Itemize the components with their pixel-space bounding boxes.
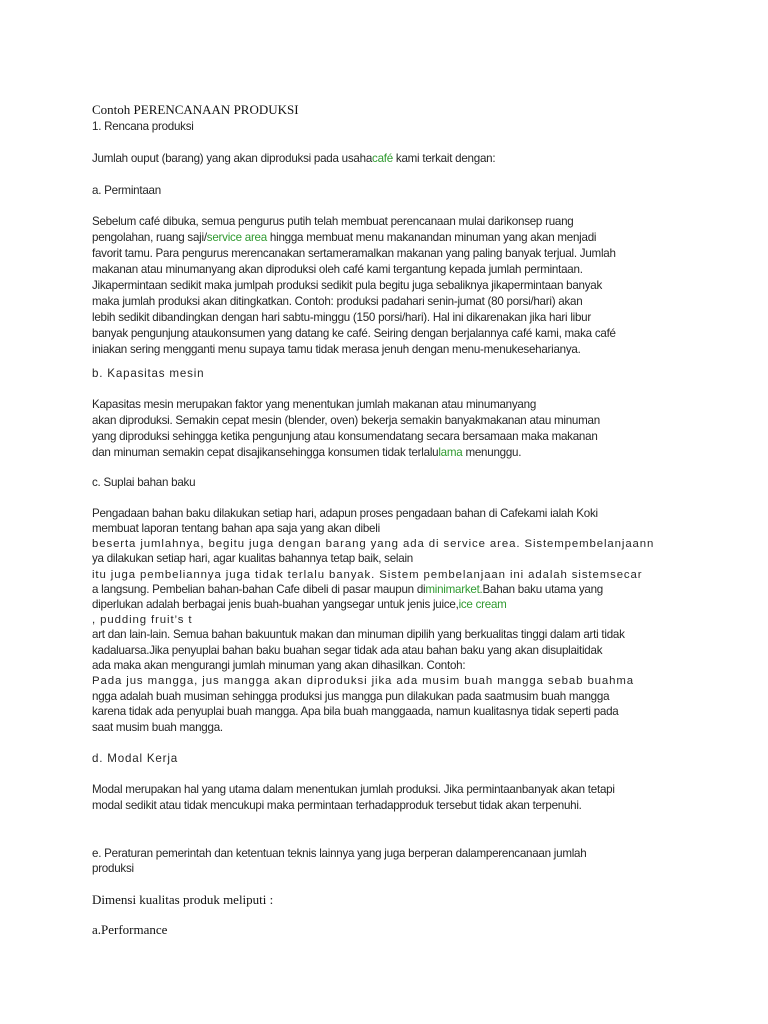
paragraph-line: banyak pengunjung ataukonsumen yang datang ke café. Seiring dengan berjalannya café kami, maka café	[92, 327, 616, 340]
subheading-modal-kerja: d. Modal Kerja	[92, 752, 178, 765]
paragraph-line: ngga adalah buah musiman sehingga produksi jus mangga pun dilakukan pada saatmusim buah mangga	[92, 690, 610, 703]
text: Bahan baku utama yang	[482, 583, 603, 596]
paragraph-line: Pada jus mangga, jus mangga akan diproduksi jika ada musim buah mangga sebab buahma	[92, 675, 635, 687]
text: hingga membuat menu makanandan minuman yang akan menjadi	[266, 231, 597, 244]
paragraph-line: Jikapermintaan sedikit maka jumlpah produksi sedikit pula begitu juga sebaliknya jikapermintaan banyak	[92, 279, 603, 292]
paragraph-line: Modal merupakan hal yang utama dalam menentukan jumlah produksi. Jika permintaanbanyak akan tetapi	[92, 783, 615, 796]
paragraph-line: makanan atau minumanyang akan diproduksi oleh café kami tergantung kepada jumlah permintaan.	[92, 263, 583, 276]
text: diperlukan adalah berbagai jenis buah-buahan yangsegar untuk jenis juice,	[92, 598, 459, 611]
highlighted-term: service area	[206, 231, 267, 244]
paragraph-line: membuat laporan tentang bahan apa saja yang akan dibeli	[92, 522, 380, 535]
paragraph-line	[92, 597, 507, 613]
paragraph-line: Sebelum café dibuka, semua pengurus putih telah membuat perencanaan mulai darikonsep ruang	[92, 215, 574, 228]
paragraph-line: kadaluarsa.Jika penyuplai bahan baku buahan segar tidak ada atau bahan baku yang akan disuplaitidak	[92, 644, 603, 657]
subheading-permintaan: a. Permintaan	[92, 184, 161, 197]
paragraph-line: yang diproduksi sehingga ketika pengunjung atau konsumendatang secara bersamaan maka makanan	[92, 430, 598, 443]
paragraph-line: ada maka akan mengurangi jumlah minuman yang akan dihasilkan. Contoh:	[92, 659, 466, 672]
text: menunggu.	[462, 446, 522, 459]
subheading-kapasitas-mesin: b. Kapasitas mesin	[92, 367, 205, 380]
highlighted-term: ice cream	[458, 598, 507, 611]
text: pengolahan, ruang saji/	[92, 231, 207, 244]
paragraph-line	[92, 230, 596, 246]
paragraph-line	[92, 582, 603, 598]
paragraph-line: favorit tamu. Para pengurus merencanakan sertameramalkan makanan yang paling banyak terjual. Jumlah	[92, 247, 616, 260]
paragraph-line	[92, 445, 521, 461]
paragraph-line: Pengadaan bahan baku dilakukan setiap hari, adapun proses pengadaan bahan di Cafekami ialah Koki	[92, 507, 598, 520]
paragraph-line: akan diproduksi. Semakin cepat mesin (blender, oven) bekerja semakin banyakmakanan atau minuman	[92, 414, 600, 427]
paragraph-line: beserta jumlahnya, begitu juga dengan barang yang ada di service area. Sistempembelanjaann	[92, 538, 655, 550]
paragraph-line: karena tidak ada penyuplai buah mangga. Apa bila buah manggaada, namun kualitasnya tidak seperti pada	[92, 705, 619, 718]
intro-line	[92, 151, 495, 167]
performance-heading: a.Performance	[92, 922, 168, 937]
highlighted-term: café	[372, 152, 393, 165]
paragraph-line: saat musim buah mangga.	[92, 721, 223, 734]
paragraph-line: itu juga pembeliannya juga tidak terlalu banyak. Sistem pembelanjaan ini adalah sistemsecar	[92, 569, 643, 581]
paragraph-line: iniakan sering mengganti menu supaya tamu tidak merasa jenuh dengan menu-menukeseharianya.	[92, 343, 581, 356]
dimensi-heading: Dimensi kualitas produk meliputi :	[92, 892, 274, 907]
text: kami terkait dengan:	[392, 152, 496, 165]
text: Jumlah ouput (barang) yang akan diproduksi pada usaha	[92, 152, 373, 165]
text: a langsung. Pembelian bahan-bahan Cafe dibeli di pasar maupun di	[92, 583, 426, 596]
section-heading: 1. Rencana produksi	[92, 120, 194, 133]
paragraph-line: , pudding fruit’s t	[92, 614, 193, 626]
highlighted-term: lama	[438, 446, 463, 459]
paragraph-line: modal sedikit atau tidak mencukupi maka permintaan terhadapproduk tersebut tidak akan terpenuhi.	[92, 799, 582, 812]
text: dan minuman semakin cepat disajikansehingga konsumen tidak terlalu	[92, 446, 439, 459]
highlighted-term: minimarket.	[425, 583, 483, 596]
paragraph-line: e. Peraturan pemerintah dan ketentuan teknis lainnya yang juga berperan dalamperencanaan jumlah	[92, 847, 587, 860]
paragraph-line: art dan lain-lain. Semua bahan bakuuntuk makan dan minuman dipilih yang berkualitas tinggi dalam arti tidak	[92, 628, 625, 641]
paragraph-line: lebih sedikit dibandingkan dengan hari sabtu-minggu (150 porsi/hari). Hal ini dikarenakan jika hari libur	[92, 311, 591, 324]
document-title: Contoh PERENCANAAN PRODUKSI	[92, 102, 299, 117]
paragraph-line: maka jumlah produksi akan ditingkatkan. Contoh: produksi padahari senin-jumat (80 porsi/hari) akan	[92, 295, 583, 308]
paragraph-line: produksi	[92, 862, 134, 875]
subheading-suplai-bahan-baku: c. Suplai bahan baku	[92, 476, 196, 489]
paragraph-line: Kapasitas mesin merupakan faktor yang menentukan jumlah makanan atau minumanyang	[92, 398, 537, 411]
paragraph-line: ya dilakukan setiap hari, agar kualitas bahannya tetap baik, selain	[92, 552, 413, 565]
